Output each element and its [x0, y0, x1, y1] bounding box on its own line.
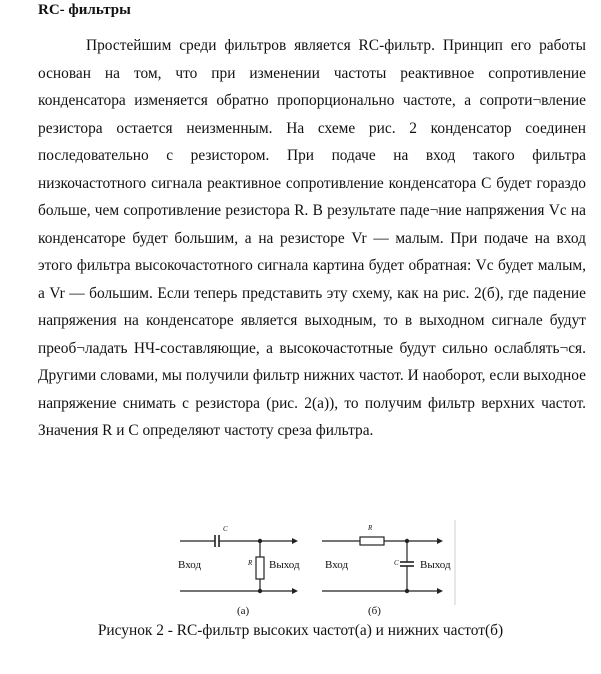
circuit-b-resistor-label: R	[368, 524, 373, 532]
body-paragraph: Простейшим среди фильтров является RC-фильтр. Принцип его работы основан на том, что при изменении частоты реактивное сопротивление конденсатора изменяется обратно пропорционально частоте, а сопроти¬вление резистора остается неизменным. На схеме рис. 2 конденсатор соединен последовательно с резистором. При подаче на вход такого фильтра низкочастотного сигнала реактивное сопротивление конденсатора C будет гораздо больше, чем сопротивление резистора R. В результате паде¬ние напряжения Vc на конденсаторе будет большим, а на резисторе Vr — малым. При подаче на вход этого фильтра высокочастотного сигнала картина будет обратная: Vc будет малым, а Vr — большим. Если теперь представить эту схему, как на рис. 2(б), где падение напряжения на конденсаторе является выходным, то в выходном сигнале будут преоб¬ладать НЧ-составляющие, а высокочастотные будут сильно ослаблять¬ся. Другими словами, мы получили фильтр нижних частот. И наоборот, если выходное напряжение снимать с резистора (рис. 2(а)), то получим фильтр верхних частот. Значения R и C определяют частоту среза фильтра.	[38, 37, 586, 439]
figure-caption: Рисунок 2 - RC-фильтр высоких частот(а) и нижних частот(б)	[97, 622, 504, 639]
circuit-b-capacitor-label: C	[394, 559, 399, 567]
circuit-a-input-label: Вход	[178, 559, 202, 571]
circuit-a-capacitor-label: C	[223, 525, 228, 533]
circuit-diagram	[160, 520, 460, 620]
section-title: RC- фильтры	[38, 2, 131, 18]
circuit-a-resistor	[256, 557, 264, 579]
circuit-b-output-arrow-bottom	[437, 588, 443, 594]
circuit-b-resistor	[360, 537, 384, 545]
circuit-a-output-label: Выход	[269, 559, 300, 571]
circuit-a-output-arrow-top	[292, 538, 298, 544]
circuit-b-sublabel: (б)	[368, 605, 381, 617]
circuit-b-input-label: Вход	[325, 559, 349, 571]
circuit-a-sublabel: (а)	[237, 605, 250, 617]
circuit-a-output-arrow-bottom	[292, 588, 298, 594]
circuit-a-resistor-label: R	[248, 559, 253, 567]
circuit-b-output-label: Выход	[420, 559, 451, 571]
circuit-b-output-arrow-top	[437, 538, 443, 544]
circuit-figure	[160, 520, 460, 620]
